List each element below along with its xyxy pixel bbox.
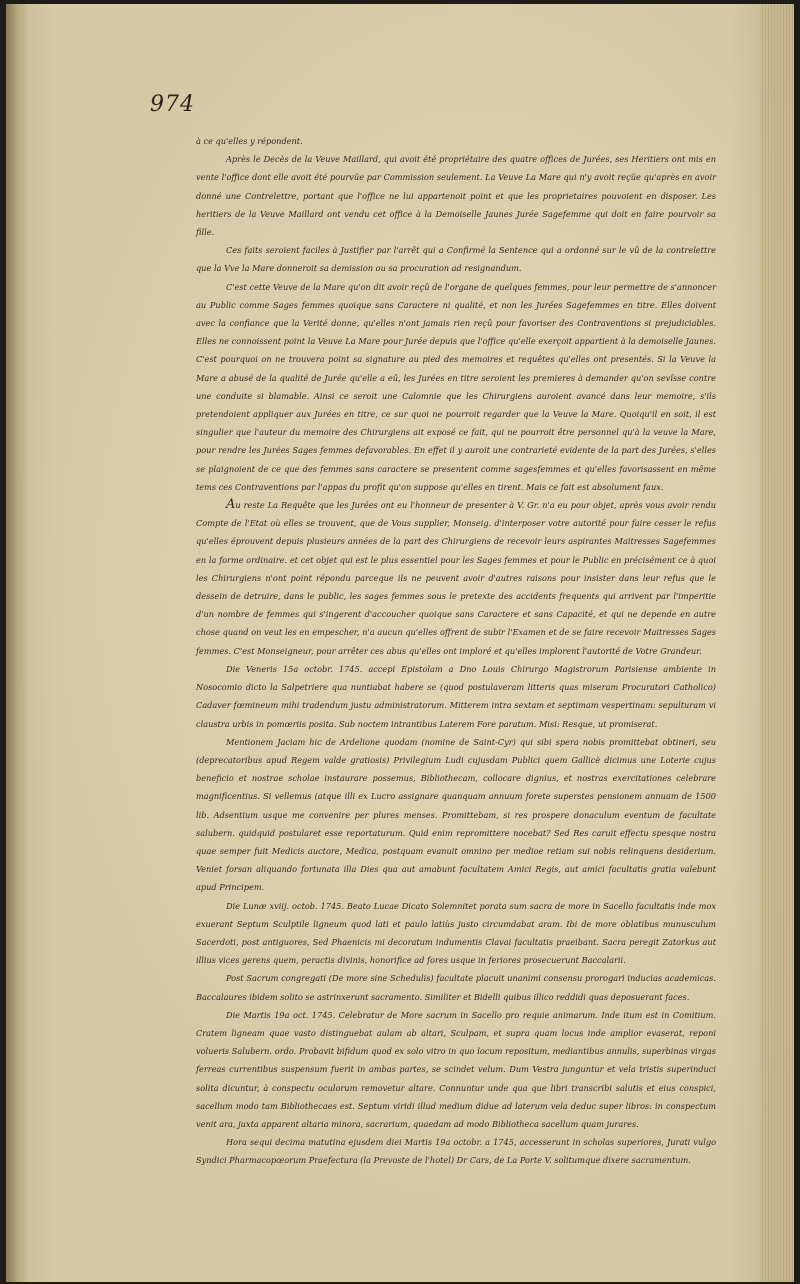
paragraph: à ce qu'elles y répondent. [196,136,303,146]
paragraph: Die Lunæ xviij. octob. 1745. Beato Lucae Dicato Solemnitet porata sum sacra de more in Sacello facultatis inde mox exuerant Septum Sculptile ligneum quod lati et paulo latiùs justo circumdabat aram. Ibi de more oblatibus munusculum Sacerdoti, post antiguores, Sed Phaenicis mi decoratum indumentis Clavai facultatis praeibant. Sacra peregit Zatorkus aut illius vices gerens quem, peractis divinis, honorifice ad fores usque in feriores prosecuerunt Baccalarii. [196,900,716,966]
paragraph: Die Martis 19a oct. 1745. Celebratur de More sacrum in Sacello pro requie animarum. Inde itum est in Comitium. Cratem ligneam quae vasto distinguebat aulam ab altari, Sculpam, et supra quam locus inde amplior evaserat, reponi volueris Salubern. ordo. Probavit bifidum quod ex solo vitro in quo locum repositum, mediantibus annulis, superbinas virgas ferreas currentibus suspensum fuerit in ambas partes, se scindet velum. Dum Vestra junguntur et vela tristis superinduci solita dicuntur, à conspectu oculorum removetur altare. Connuntur unde qua que libri transcribi salutis et eius conspici, sacellum modo tam Bibliothecaes est. Septum viridi illud medium didue ad laterum vela deduc super libros: in conspectum venit ara, juxta apparent altaria minora, sacrarium, quaedam ad modo Bibliotheca sacellum quam jurares. [196,1009,716,1129]
paragraph: Die Veneris 15a octobr. 1745. accepi Epistolam a Dno Louis Chirurgo Magistrorum Parisiense ambiente in Nosocomio dicto la Salpetriere qua nuntiabat habere se (quod postulaveram litteris quas miseram Procuratori Catholico) Cadaver fœmineum mihi tradendum justu administratorum. Mitterem intra sextam et septimam vespertinam: sepulturam vi claustra urbis in pomœriis posita. Sub noctem intrantibus Laterem Fore paratum. Misi: Resque, ut promiserat. [196,663,716,729]
page-edges [760,4,794,1282]
manuscript-page [6,4,794,1282]
page-number: 974 [150,92,195,117]
paragraph: Ces faits seroient faciles à Justifier par l'arrêt qui a Confirmé la Sentence qui a ordonné sur le vû de la contrelettre que la Vve la Mare donneroit sa demission ou sa procuration ad resignandum. [196,245,716,274]
paragraph: C'est cette Veuve de la Mare qu'on dit avoir reçû de l'organe de quelques femmes, pour leur permettre de s'annoncer au Public comme Sages femmes quoique sans Caractere ni qualité, et non les Jurées Sagefemmes en titre. Elles doivent avec la confiance que la Verité donne, qu'elles n'ont jamais rien reçû pour favoriser des Contraventions si prejudiciables. Elles ne connoissent point la Veuve La Mare pour Jurée depuis que l'office qu'elle exerçoit appartient à la demoiselle Jaunes. C'est pourquoi on ne trouvera point sa signature au pied des memoires et requêtes qu'elles ont presentés. Si la Veuve la Mare a abusé de la qualité de Jurée qu'elle a eû, les Jurées en titre seroient les premieres à demander qu'on sevîsse contre une conduite si blamable. Ainsi ce seroit une Calomnie que les Chirurgiens auroient avancé dans leur memoire, s'ils pretendoient appliquer aux Jurées en titre, ce sur quoi ne pourroit regarder que la Veuve la Mare. Quoiqu'il en soit, il est singulier que l'auteur du memoire des Chirurgiens ait exposé ce fait, qui ne pourroit être personnel qu'à la veuve la Mare, pour rendre les Jurées Sages femmes defavorables. En effet il y auroit une contrarieté evidente de la part des Jurées, s'elles se plaignoient de ce que des femmes sans caractere se presentent comme sagesfemmes et qu'elles favorisassent en même tems ces Contraventions par l'appas du profit qu'on suppose qu'elles en tirent. Mais ce fait est absolument faux. [196,281,716,492]
paragraph: Post Sacrum congregati (De more sine Schedulis) facultate placuit unanimi consensu prorogari inducias academicas. Baccalaures ibidem solito se astrinxerunt sacramento. Similiter et Bidelli quibus illico reddidi quas deposuerant faces. [196,973,716,1002]
manuscript-text [196,132,716,1170]
paragraph: Hora sequi decima matutina ejusdem diei Martis 19a octobr. a 1745, accesserunt in scholas superiores, Jurati vulgo Syndici Pharmacopœorum Praefectura (la Prevoste de l'hotel) Dr Cars, de La Porte V. solitumque dixere sacramentum. [196,1137,716,1166]
paragraph: Au reste La Requête que les Jurées ont eu l'honneur de presenter à V. Gr. n'a eu pour objet, après vous avoir rendu Compte de l'Etat où elles se trouvent, que de Vous supplier, Monseig. d'interposer votre autorité pour faire cesser le refus qu'elles éprouvent depuis plusieurs années de la part des Chirurgiens de recevoir leurs aspirantes Maitresses Sagefemmes en la forme ordinaire. et cet objet qui est le plus essentiel pour les Sages femmes et pour le Public en précisément ce à quoi les Chirurgiens n'ont point répondu parceque ils ne peuvent avoir d'autres raisons pour insister dans leur refus que le dessein de detruire, dans le public, les sages femmes sous le pretexte des accidents frequents qui arrivent par l'imperitie d'un nombre de femmes qui s'ingerent d'accoucher quoique sans Caractere et sans Capacité, et qui ne depende en autre chose quand on veut les en empescher, n'a aucun qu'elles offrent de subir l'Examen et de se faire recevoir Maitresses Sages femmes. C'est Monseigneur, pour arrêter ces abus qu'elles ont imploré et qu'elles implorent l'autorité de Votre Grandeur. [196,497,716,656]
binding-gutter [6,4,28,1282]
paragraph: Après le Decès de la Veuve Maillard, qui avoit été propriétaire des quatre offices de Jurées, ses Heritiers ont mis en vente l'office dont elle avoit été pourvüe par Commission seulement. La Veuve La Mare qui n'y avoit reçüe qu'après en avoir donné une Contrelettre, portant que l'office ne lui appartenoit point et que les proprietaires pouvoient en disposer. Les heritiers de la Veuve Maillard ont vendu cet office à la Demoiselle Jaunes Jurée Sagefemme qui doit en faire pourvoir sa fille. [196,154,716,238]
paragraph: Mentionem Jaciam hic de Ardelione quodam (nomine de Saint-Cyr) qui sibi spera nobis promittebat obtineri, seu (deprecatoribus apud Regem valde gratiosis) Privilegium Ludi cujusdam Publici quem Gallicè dicimus une Loterie cujus beneficio et nostrae scholae instaurare possemus, Bibliothecam, collocare dignius, et nostras exercitationes celebrare magnificentius. Si vellemus (atque illi ex Lucro assignare quanquam annuum forete superstes pensionem annuam de 1500 lib. Adsentium usque me convenire per plures menses. Promittebam, si res prospere donaculum eventum de facultate salubern. quidquid postularet esse reportaturum. Quid enim repromittere nocebat? Sed Res caruit effectu spesque nostra quae semper fuit Medicis auctore, Medica, postquam evanuit omnino per medioe retiam sui nobis relinquens desiderium. Veniet forsan aliquando fortunata illa Dies qua aut amabunt facultatem Amici Regis, aut amici facultatis gratia valebunt apud Principem. [196,736,716,893]
